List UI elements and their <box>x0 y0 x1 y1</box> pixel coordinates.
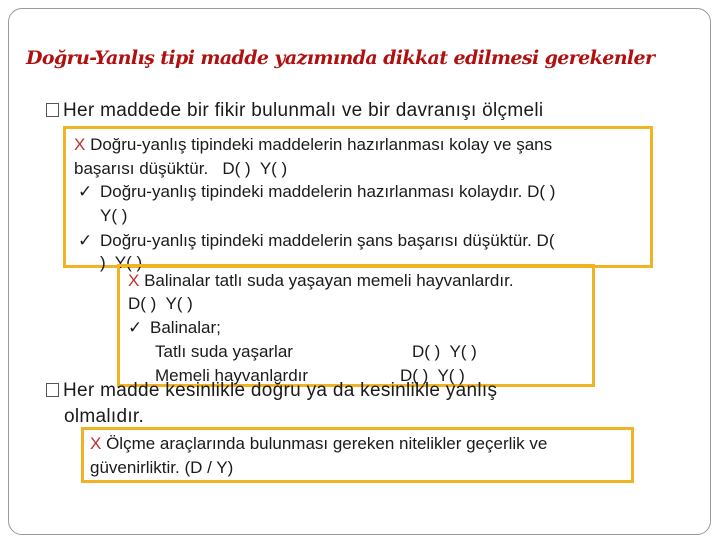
x-mark-icon: X <box>74 135 86 154</box>
check-icon: ✓ <box>78 182 93 201</box>
box1-line-2: başarısı düşüktür. D( ) Y( ) <box>74 159 288 178</box>
box3-line-1-text: Ölçme araçlarında bulunması gereken nitelikler geçerlik ve <box>106 434 548 453</box>
box3-line-1 <box>90 434 547 454</box>
box2-line-4-label: Tatlı suda yaşarlar <box>155 342 293 361</box>
box1-item-2 <box>78 231 555 251</box>
bullet-2 <box>46 380 497 402</box>
box1-line-1-text: Doğru-yanlış tipindeki maddelerin hazırlanması kolay ve şans <box>90 135 553 154</box>
bullet-2-cont: olmalıdır. <box>64 406 145 427</box>
box2-line-5-label: Memeli hayvanlardır <box>155 366 309 385</box>
box1-item-1-text: Doğru-yanlış tipindeki maddelerin hazırlanması kolaydır. D( ) <box>100 182 556 201</box>
x-mark-icon: X <box>128 271 140 290</box>
box1-line-1 <box>74 135 552 155</box>
bullet-1 <box>46 100 543 122</box>
x-mark-icon: X <box>90 434 102 453</box>
check-icon: ✓ <box>128 318 143 337</box>
box1-item-1 <box>78 182 555 202</box>
box1-item-2-text: Doğru-yanlış tipindeki maddelerin şans başarısı düşüktür. D( <box>100 231 555 250</box>
box2-line-1-text: Balinalar tatlı suda yaşayan memeli hayvanlardır. <box>144 271 514 290</box>
box-bullet-icon <box>46 383 59 397</box>
box2-line-2: D( ) Y( ) <box>128 294 193 313</box>
bullet-1-text: Her maddede bir fikir bulunmalı ve bir davranışı ölçmeli <box>63 100 544 121</box>
box2-line-3-text: Balinalar; <box>150 318 221 337</box>
box2-line-1 <box>128 271 514 291</box>
slide-title: Doğru-Yanlış tipi madde yazımında dikkat edilmesi gerekenler <box>26 47 655 69</box>
box2-line-4-answer: D( ) Y( ) <box>412 342 477 361</box>
box2-line-5-answer: D( ) Y( ) <box>400 366 465 385</box>
box1-item-1-cont: Y( ) <box>100 206 128 225</box>
box2-line-3 <box>128 318 221 338</box>
box-bullet-icon <box>46 103 59 117</box>
bullet-2-text: Her madde kesinlikle doğru ya da kesinlikle yanlış <box>63 380 498 401</box>
box1-item-2-cont: ) Y( ) <box>100 253 143 272</box>
check-icon: ✓ <box>78 231 93 250</box>
box3-line-2: güvenirliktir. (D / Y) <box>90 458 234 477</box>
